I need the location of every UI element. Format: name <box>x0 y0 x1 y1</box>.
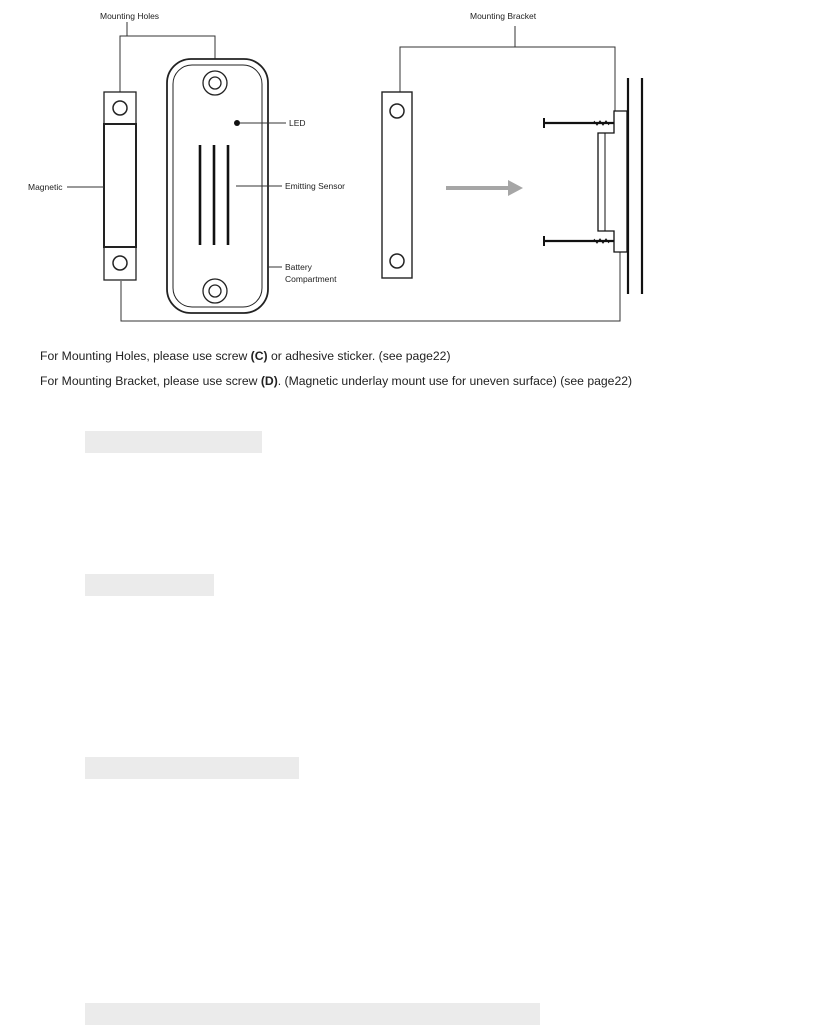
redacted-heading-bar <box>85 431 262 453</box>
screw-reference: (C) <box>250 349 268 363</box>
instruction-text: . (Magnetic underlay mount use for uneven surface) (see page22) <box>277 374 633 388</box>
label-mounting-bracket: Mounting Bracket <box>470 11 537 21</box>
instruction-mounting-bracket <box>40 374 632 388</box>
magnetic-part <box>104 92 136 280</box>
led-indicator <box>234 120 240 126</box>
instruction-mounting-holes <box>40 349 451 363</box>
mounting-diagram <box>0 0 818 340</box>
label-led: LED <box>289 118 306 128</box>
label-emitting-sensor: Emitting Sensor <box>285 181 345 191</box>
label-mounting-holes: Mounting Holes <box>100 11 160 21</box>
label-magnetic: Magnetic <box>28 182 63 192</box>
label-compartment: Compartment <box>285 274 337 284</box>
label-battery: Battery <box>285 262 312 272</box>
instruction-text: For Mounting Bracket, please use screw <box>40 374 261 388</box>
side-view-mounting <box>544 78 642 294</box>
instruction-text: or adhesive sticker. (see page22) <box>267 349 451 363</box>
arrow-icon <box>446 180 523 196</box>
redacted-heading-bar <box>85 1003 540 1025</box>
redacted-heading-bar <box>85 757 299 779</box>
redacted-heading-bar <box>85 574 214 596</box>
screw-reference: (D) <box>260 374 278 388</box>
instruction-text: For Mounting Holes, please use screw <box>40 349 251 363</box>
leader-mounting-bracket <box>400 47 615 111</box>
mounting-bracket-strip <box>382 92 412 278</box>
